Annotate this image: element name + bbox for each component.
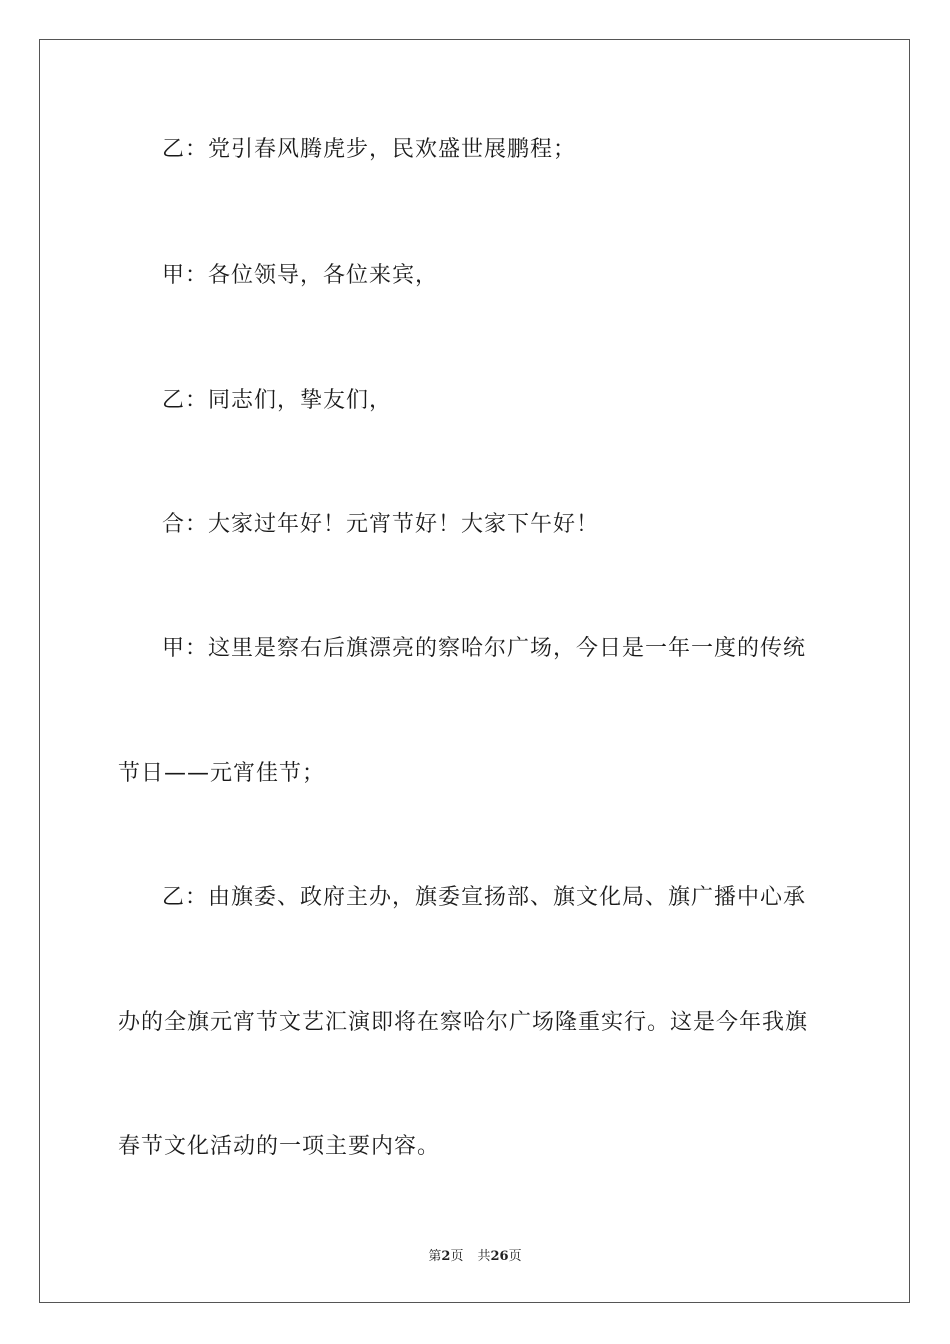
paragraph-line-8: 办的全旗元宵节文艺汇演即将在察哈尔广场隆重实行。这是今年我旗 xyxy=(118,1010,809,1035)
footer-total-pages: 26 xyxy=(490,1249,509,1264)
page-border xyxy=(39,39,910,1303)
footer-page-number: 2 xyxy=(441,1249,451,1264)
paragraph-line-6: 节日——元宵佳节； xyxy=(118,761,326,786)
page-footer xyxy=(0,1248,950,1266)
paragraph-line-4: 合：大家过年好！元宵节好！大家下午好！ xyxy=(162,512,600,537)
footer-total-suffix: 页 xyxy=(508,1249,522,1264)
footer-total-prefix: 共 xyxy=(477,1249,491,1264)
paragraph-line-7: 乙：由旗委、政府主办，旗委宣扬部、旗文化局、旗广播中心承 xyxy=(162,885,807,910)
footer-page-prefix: 第 xyxy=(428,1249,442,1264)
footer-page-suffix: 页 xyxy=(450,1249,464,1264)
paragraph-line-2: 甲：各位领导，各位来宾， xyxy=(162,263,439,288)
paragraph-line-9: 春节文化活动的一项主要内容。 xyxy=(118,1134,441,1159)
paragraph-line-5: 甲：这里是察右后旗漂亮的察哈尔广场，今日是一年一度的传统 xyxy=(162,636,807,661)
paragraph-line-3: 乙：同志们，挚友们， xyxy=(162,388,393,413)
paragraph-line-1: 乙：党引春风腾虎步，民欢盛世展鹏程； xyxy=(162,137,577,162)
